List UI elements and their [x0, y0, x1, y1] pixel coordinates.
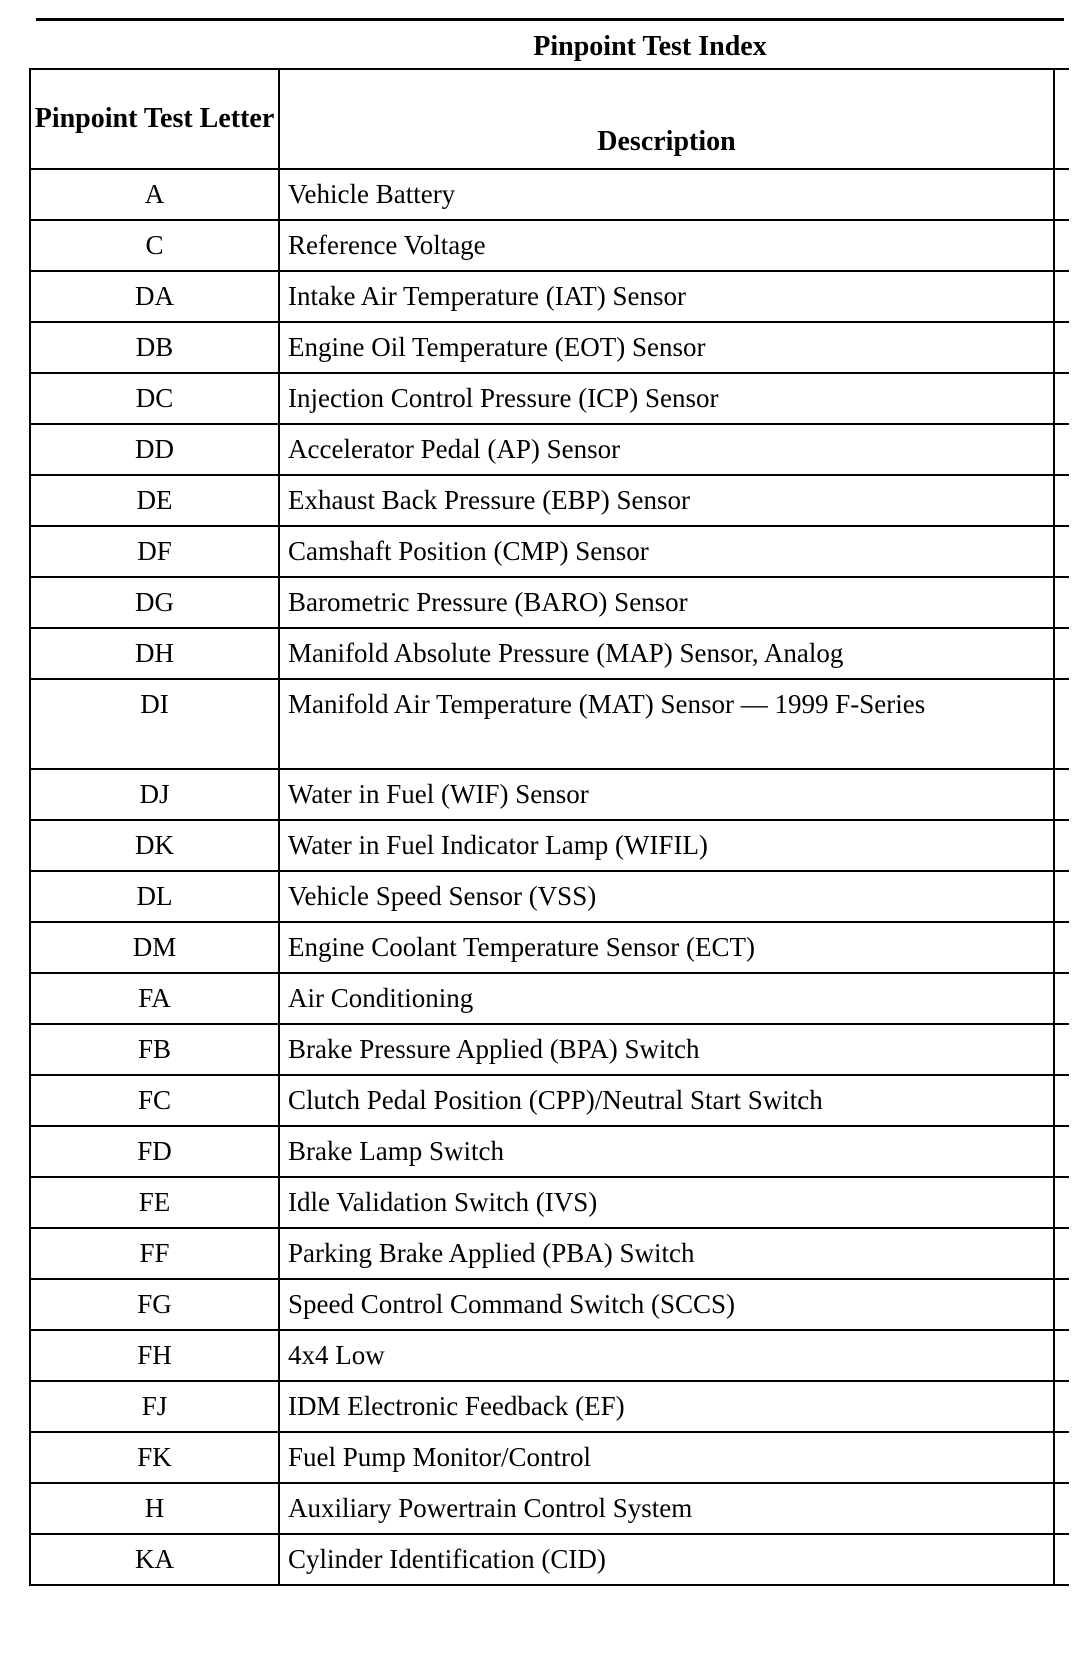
- test-description: Brake Pressure Applied (BPA) Switch: [279, 1024, 1054, 1075]
- extra-cell: [1054, 871, 1069, 922]
- table-row: [30, 1381, 1069, 1432]
- extra-cell: [1054, 1075, 1069, 1126]
- header-description: Description: [279, 69, 1054, 169]
- test-description: Injection Control Pressure (ICP) Sensor: [279, 373, 1054, 424]
- table-row: [30, 871, 1069, 922]
- test-letter: H: [30, 1483, 279, 1534]
- test-letter: DB: [30, 322, 279, 373]
- test-letter: DL: [30, 871, 279, 922]
- test-letter: DG: [30, 577, 279, 628]
- extra-cell: [1054, 1330, 1069, 1381]
- top-rule: [36, 18, 1064, 21]
- extra-cell: [1054, 1534, 1069, 1585]
- table-row: [30, 628, 1069, 679]
- test-letter: DE: [30, 475, 279, 526]
- table-row: [30, 475, 1069, 526]
- extra-cell: [1054, 424, 1069, 475]
- table-row: [30, 424, 1069, 475]
- table-row: [30, 322, 1069, 373]
- test-letter: C: [30, 220, 279, 271]
- table-row: [30, 373, 1069, 424]
- test-letter: FF: [30, 1228, 279, 1279]
- test-description: Manifold Air Temperature (MAT) Sensor — 1999 F-Series: [279, 679, 1054, 769]
- table-row: [30, 922, 1069, 973]
- table-row: [30, 1534, 1069, 1585]
- test-letter: FE: [30, 1177, 279, 1228]
- table-row: [30, 1177, 1069, 1228]
- extra-cell: [1054, 169, 1069, 220]
- test-description: Water in Fuel (WIF) Sensor: [279, 769, 1054, 820]
- table-row: [30, 1024, 1069, 1075]
- extra-cell: [1054, 1432, 1069, 1483]
- test-description: IDM Electronic Feedback (EF): [279, 1381, 1054, 1432]
- extra-cell: [1054, 679, 1069, 769]
- table-row: [30, 1483, 1069, 1534]
- header-row: [30, 69, 1069, 169]
- test-description: Barometric Pressure (BARO) Sensor: [279, 577, 1054, 628]
- extra-cell: [1054, 922, 1069, 973]
- table-body: [30, 169, 1069, 1585]
- extra-cell: [1054, 322, 1069, 373]
- table-row: [30, 1330, 1069, 1381]
- test-description: Parking Brake Applied (PBA) Switch: [279, 1228, 1054, 1279]
- test-description: Vehicle Battery: [279, 169, 1054, 220]
- table-row: [30, 577, 1069, 628]
- test-letter: DF: [30, 526, 279, 577]
- extra-cell: [1054, 475, 1069, 526]
- test-description: 4x4 Low: [279, 1330, 1054, 1381]
- test-letter: DC: [30, 373, 279, 424]
- extra-cell: [1054, 577, 1069, 628]
- pinpoint-test-table: [29, 68, 1069, 1586]
- test-letter: FG: [30, 1279, 279, 1330]
- extra-cell: [1054, 220, 1069, 271]
- test-description: Engine Coolant Temperature Sensor (ECT): [279, 922, 1054, 973]
- extra-cell: [1054, 973, 1069, 1024]
- extra-cell: [1054, 1279, 1069, 1330]
- test-letter: FB: [30, 1024, 279, 1075]
- table-title: Pinpoint Test Index: [533, 31, 767, 62]
- extra-cell: [1054, 1126, 1069, 1177]
- test-description: Clutch Pedal Position (CPP)/Neutral Start Switch: [279, 1075, 1054, 1126]
- table-row: [30, 271, 1069, 322]
- table-row: [30, 220, 1069, 271]
- extra-cell: [1054, 526, 1069, 577]
- test-description: Engine Oil Temperature (EOT) Sensor: [279, 322, 1054, 373]
- test-letter: FC: [30, 1075, 279, 1126]
- table-row: [30, 169, 1069, 220]
- test-description: Brake Lamp Switch: [279, 1126, 1054, 1177]
- test-letter: FH: [30, 1330, 279, 1381]
- test-letter: A: [30, 169, 279, 220]
- test-description: Accelerator Pedal (AP) Sensor: [279, 424, 1054, 475]
- test-letter: FJ: [30, 1381, 279, 1432]
- table-row: [30, 820, 1069, 871]
- test-description: Water in Fuel Indicator Lamp (WIFIL): [279, 820, 1054, 871]
- test-letter: FK: [30, 1432, 279, 1483]
- table-row: [30, 973, 1069, 1024]
- extra-cell: [1054, 1483, 1069, 1534]
- test-letter: DH: [30, 628, 279, 679]
- test-description: Auxiliary Powertrain Control System: [279, 1483, 1054, 1534]
- test-letter: KA: [30, 1534, 279, 1585]
- test-letter: DK: [30, 820, 279, 871]
- extra-cell: [1054, 628, 1069, 679]
- test-description: Vehicle Speed Sensor (VSS): [279, 871, 1054, 922]
- extra-cell: [1054, 373, 1069, 424]
- table-row: [30, 1279, 1069, 1330]
- test-description: Fuel Pump Monitor/Control: [279, 1432, 1054, 1483]
- table-row: [30, 1075, 1069, 1126]
- extra-cell: [1054, 1177, 1069, 1228]
- test-letter: FD: [30, 1126, 279, 1177]
- test-description: Camshaft Position (CMP) Sensor: [279, 526, 1054, 577]
- test-letter: FA: [30, 973, 279, 1024]
- test-letter: DM: [30, 922, 279, 973]
- test-description: Reference Voltage: [279, 220, 1054, 271]
- table-row: [30, 679, 1069, 769]
- extra-cell: [1054, 1228, 1069, 1279]
- extra-cell: [1054, 820, 1069, 871]
- test-description: Air Conditioning: [279, 973, 1054, 1024]
- table-row: [30, 1126, 1069, 1177]
- test-letter: DA: [30, 271, 279, 322]
- header-extra-column: [1054, 69, 1069, 169]
- test-description: Cylinder Identification (CID): [279, 1534, 1054, 1585]
- test-description: Exhaust Back Pressure (EBP) Sensor: [279, 475, 1054, 526]
- test-description: Manifold Absolute Pressure (MAP) Sensor, Analog: [279, 628, 1054, 679]
- extra-cell: [1054, 1381, 1069, 1432]
- extra-cell: [1054, 1024, 1069, 1075]
- table-row: [30, 1228, 1069, 1279]
- table-row: [30, 526, 1069, 577]
- table-row: [30, 769, 1069, 820]
- test-description: Idle Validation Switch (IVS): [279, 1177, 1054, 1228]
- table-row: [30, 1432, 1069, 1483]
- test-description: Intake Air Temperature (IAT) Sensor: [279, 271, 1054, 322]
- test-description: Speed Control Command Switch (SCCS): [279, 1279, 1054, 1330]
- test-letter: DD: [30, 424, 279, 475]
- test-letter: DI: [30, 679, 279, 769]
- test-letter: DJ: [30, 769, 279, 820]
- header-pinpoint-test-letter: Pinpoint Test Letter: [30, 69, 279, 169]
- extra-cell: [1054, 271, 1069, 322]
- extra-cell: [1054, 769, 1069, 820]
